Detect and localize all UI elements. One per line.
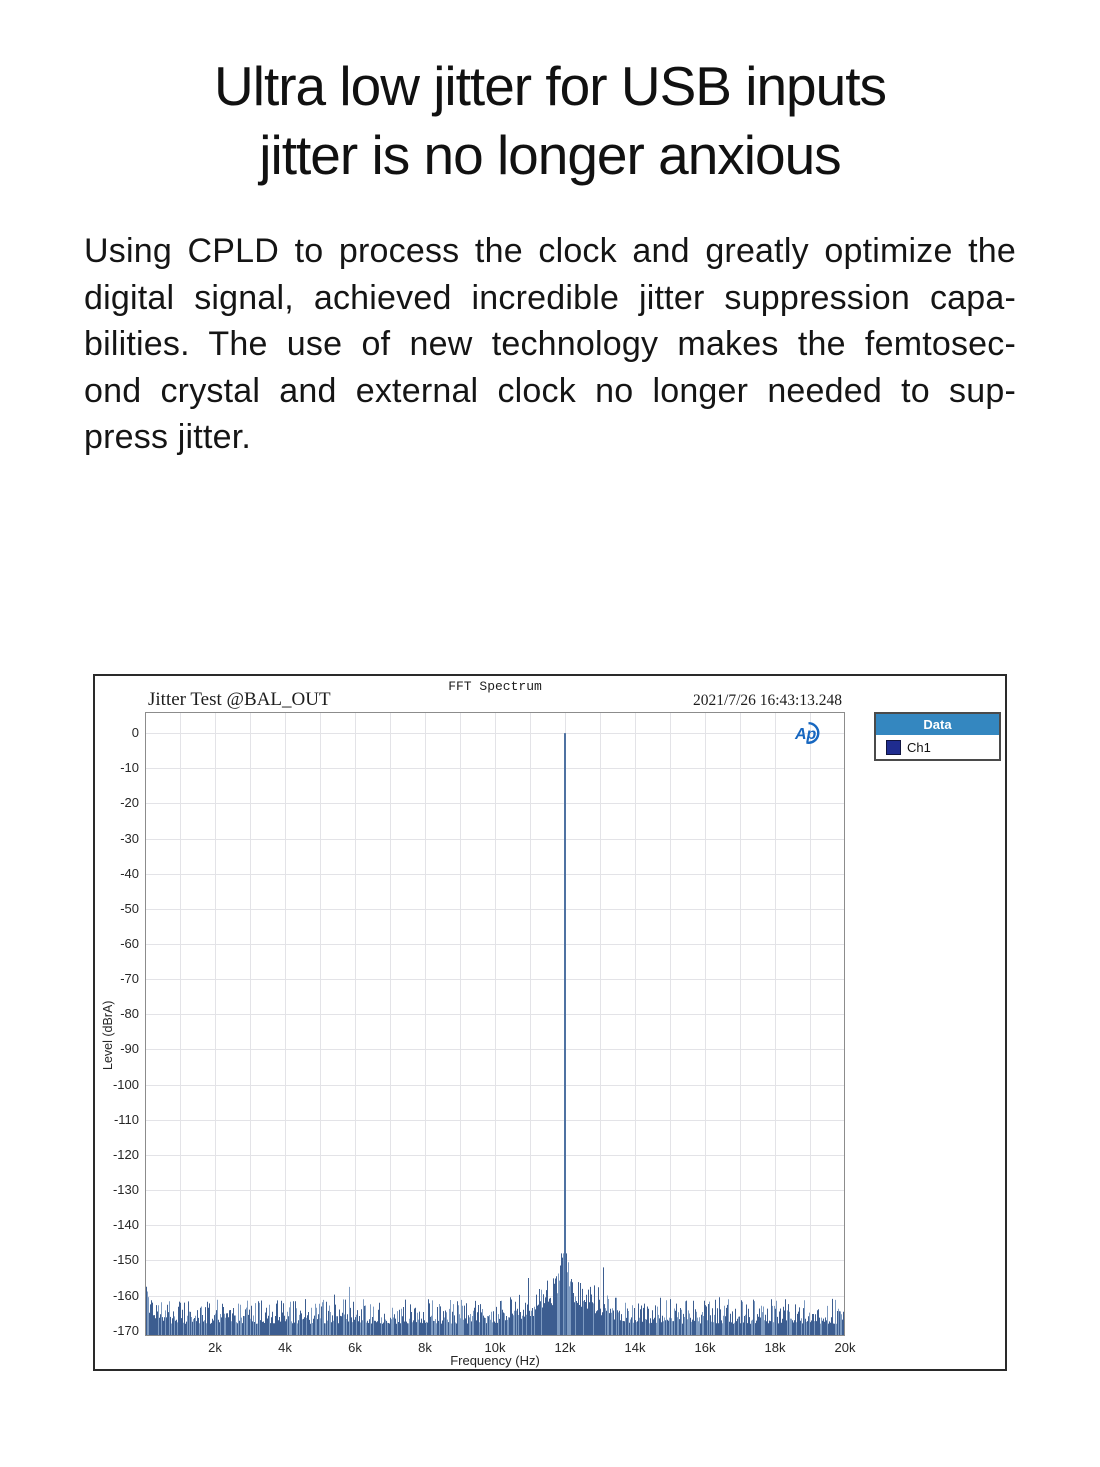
y-tick-label: -20 xyxy=(120,795,139,811)
y-tick-label: -80 xyxy=(120,1006,139,1022)
y-tick-label: -150 xyxy=(112,1252,139,1268)
audio-precision-logo-icon xyxy=(792,720,826,747)
measurement-timestamp: 2021/7/26 16:43:13.248 xyxy=(693,692,842,709)
y-tick-label: -140 xyxy=(112,1217,139,1233)
y-tick-label: 0 xyxy=(131,725,139,741)
x-tick-label: 20k xyxy=(834,1340,856,1355)
intro-paragraph xyxy=(84,228,1016,461)
intro-line: press jitter. xyxy=(84,418,251,456)
page-title xyxy=(0,52,1100,190)
y-tick-label: -40 xyxy=(120,865,139,881)
y-tick-label: -120 xyxy=(112,1146,139,1162)
page-title-line-1: Ultra low jitter for USB inputs xyxy=(214,55,886,117)
x-tick-label: 8k xyxy=(418,1340,432,1355)
chart-title: FFT Spectrum xyxy=(448,679,542,694)
legend-swatch-ch1 xyxy=(886,740,901,755)
x-tick-label: 16k xyxy=(694,1340,716,1355)
intro-line: ond crystal and external clock no longer needed to sup- xyxy=(84,371,1016,410)
x-tick-label: 10k xyxy=(484,1340,506,1355)
y-tick-label: -100 xyxy=(112,1076,139,1092)
y-tick-label: -90 xyxy=(120,1041,139,1057)
y-tick-label: -70 xyxy=(120,971,139,987)
chart-header-row xyxy=(148,689,842,711)
y-tick-label: -110 xyxy=(113,1111,139,1127)
y-tick-label: -160 xyxy=(112,1287,139,1303)
fft-spectrum-figure xyxy=(93,674,1007,1371)
x-axis-title: Frequency (Hz) xyxy=(450,1353,540,1368)
intro-line: Using CPLD to process the clock and greatly optimize the xyxy=(84,232,1016,270)
svg-text:Ap: Ap xyxy=(795,726,817,743)
plot-area xyxy=(145,712,845,1336)
y-tick-label: -10 xyxy=(120,760,139,776)
page-title-line-2: jitter is no longer anxious xyxy=(259,124,841,186)
x-tick-label: 14k xyxy=(624,1340,646,1355)
trace-label: Jitter Test @BAL_OUT xyxy=(148,689,331,710)
intro-line: bilities. The use of new technology makes the femtosec- xyxy=(84,325,1016,363)
x-tick-label: 2k xyxy=(208,1340,222,1355)
intro-line: digital signal, achieved incredible jitter suppression capa- xyxy=(84,278,1016,317)
legend-entry-label: Ch1 xyxy=(907,739,931,755)
y-tick-label: -60 xyxy=(120,936,139,952)
y-axis-title: Level (dBrA) xyxy=(101,1000,115,1070)
x-tick-label: 12k xyxy=(554,1340,576,1355)
x-tick-label: 6k xyxy=(348,1340,362,1355)
y-tick-label: -30 xyxy=(120,830,139,846)
legend-item-ch1 xyxy=(876,735,999,759)
legend-header: Data xyxy=(876,714,999,735)
y-tick-label: -50 xyxy=(120,900,139,916)
legend xyxy=(874,712,1001,761)
x-tick-label: 18k xyxy=(764,1340,786,1355)
x-tick-label: 4k xyxy=(278,1340,292,1355)
spectrum-plot xyxy=(145,712,845,1336)
y-tick-label: -170 xyxy=(112,1322,139,1338)
y-tick-label: -130 xyxy=(112,1182,139,1198)
